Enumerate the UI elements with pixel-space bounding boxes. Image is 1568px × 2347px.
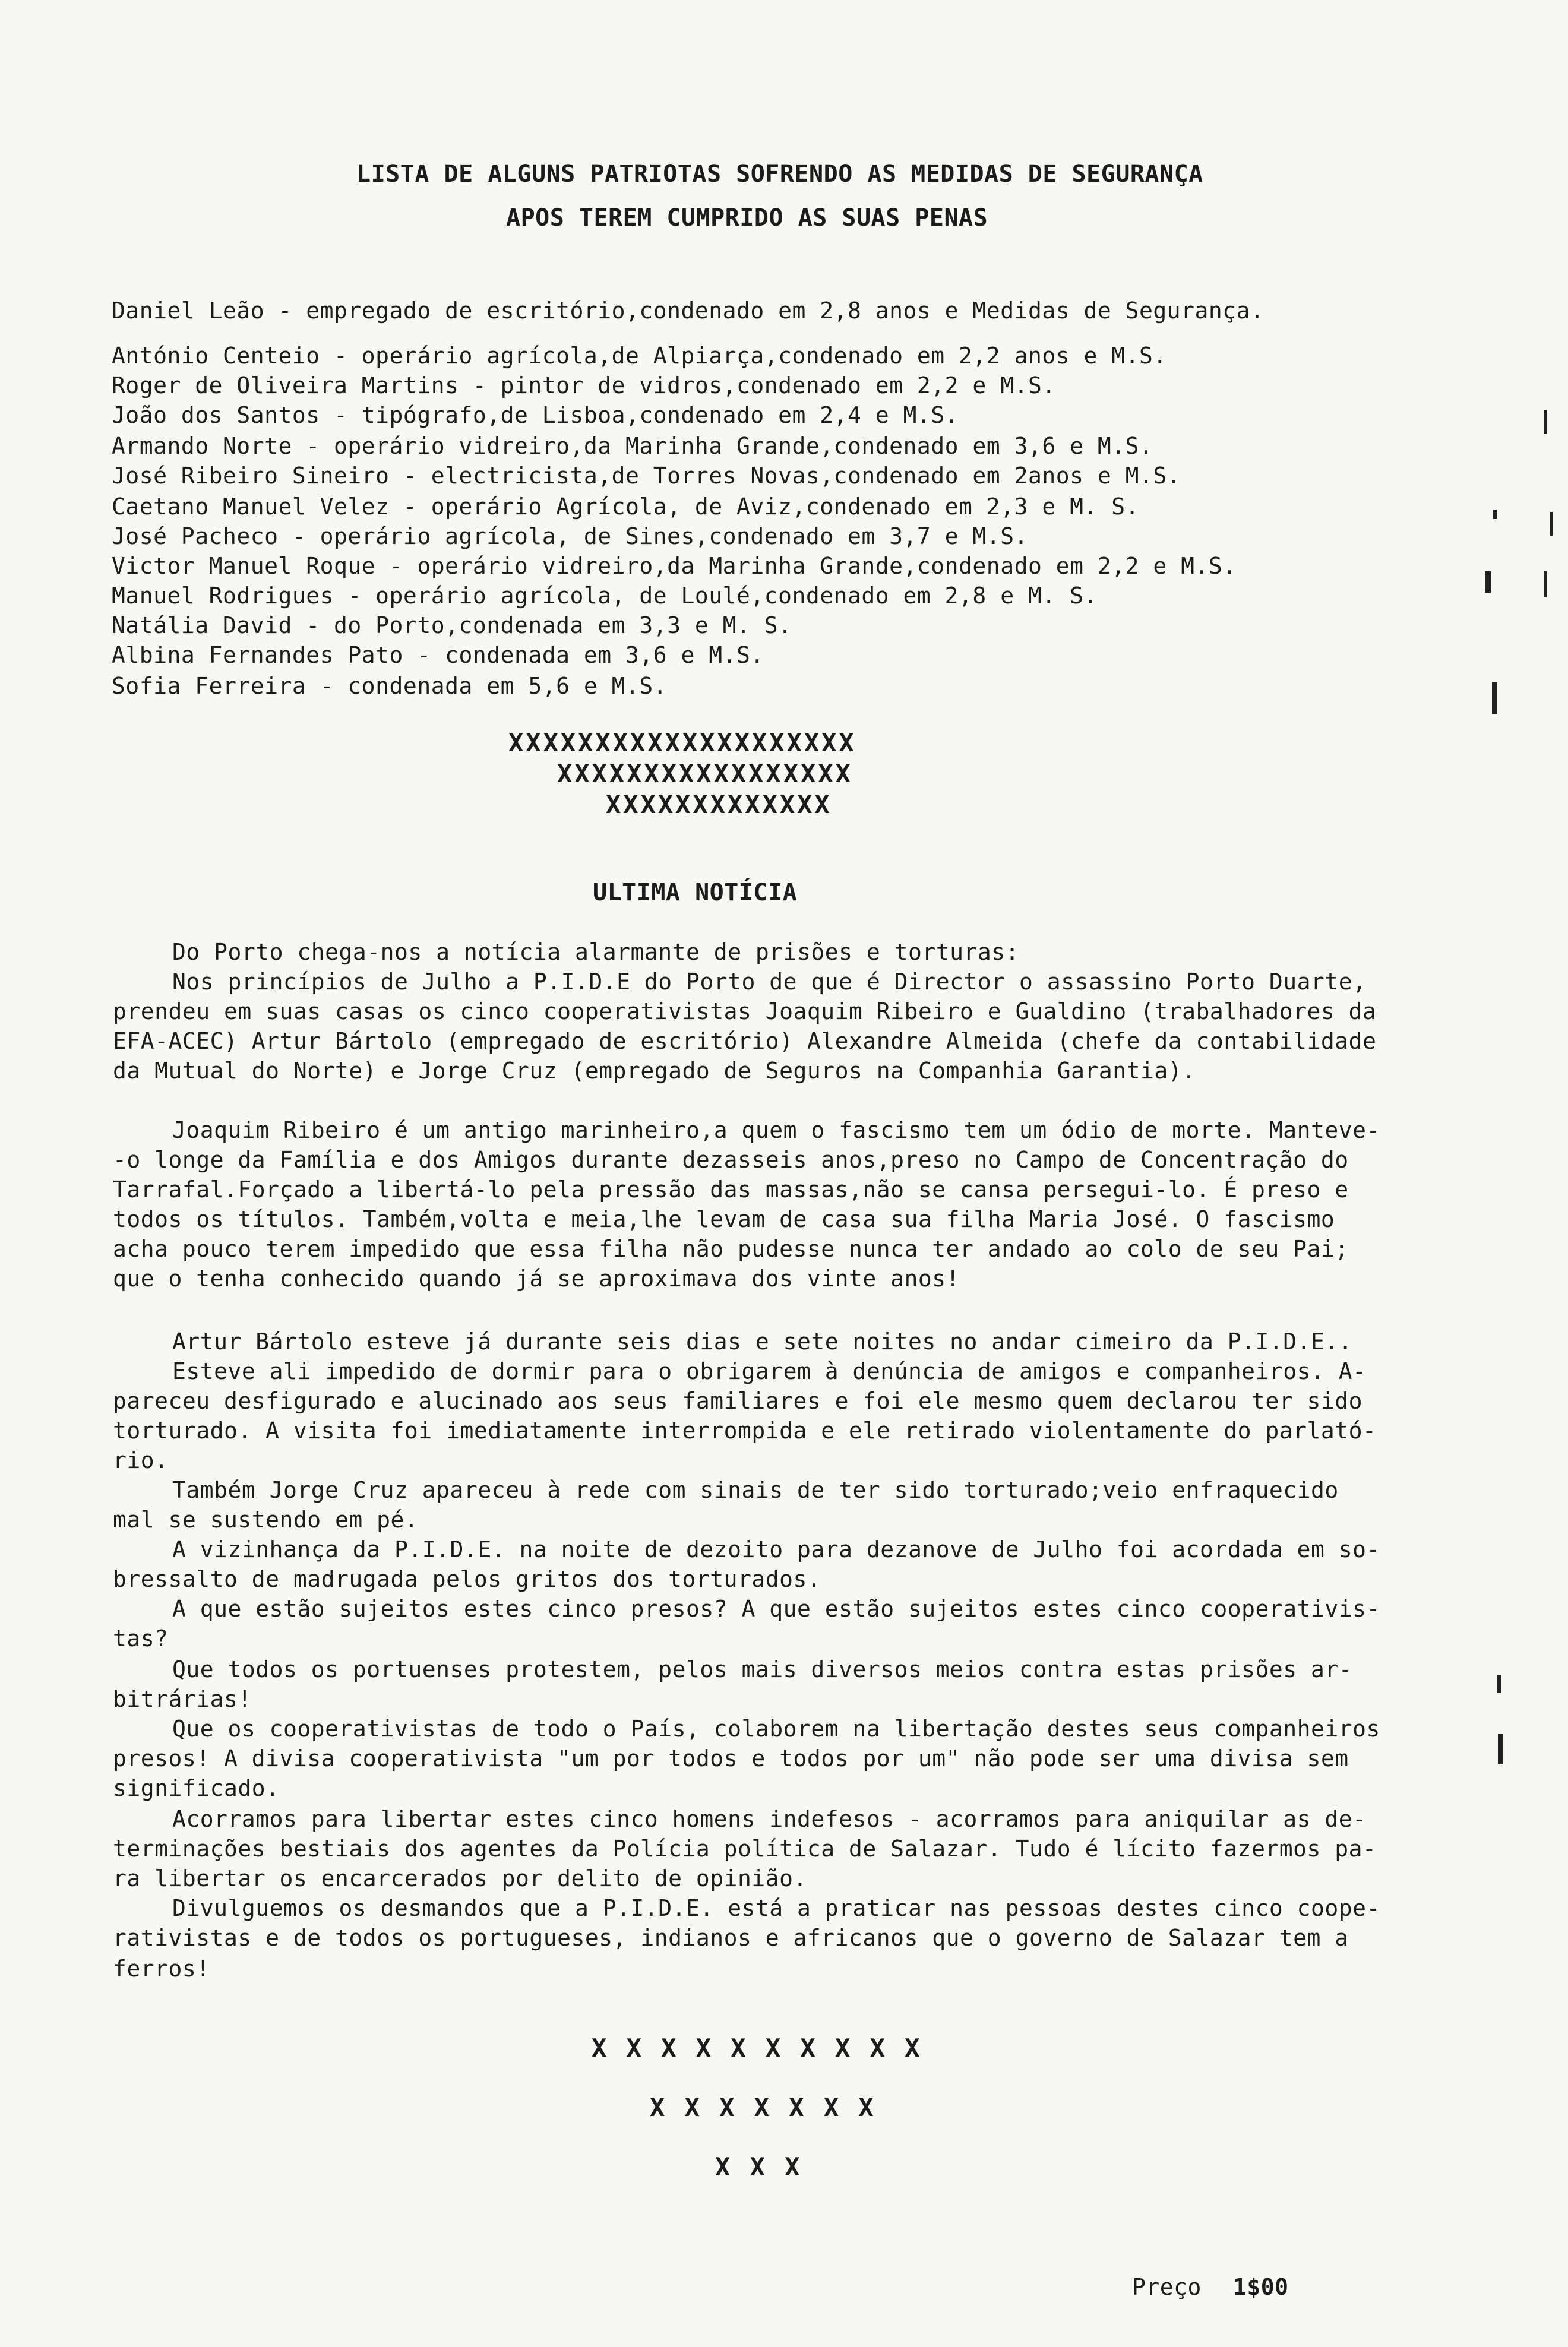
scan-artifact [1492, 682, 1497, 714]
paragraph-line: Que todos os portuenses protestem, pelos mais diversos meios contra estas prisões ar- [172, 1656, 1353, 1682]
paragraph-line: significado. [113, 1775, 280, 1801]
paragraph-line: Tarrafal.Forçado a libertá-lo pela pressão das massas,não se cansa persegui-lo. É preso e [113, 1176, 1349, 1203]
scan-artifact [1544, 571, 1547, 597]
paragraph-line: Do Porto chega-nos a notícia alarmante de prisões e torturas: [172, 939, 1020, 965]
title-line-2: APOS TEREM CUMPRIDO AS SUAS PENAS [506, 204, 988, 232]
paragraph-line: torturado. A visita foi imediatamente interrompida e ele retirado violentamente do parlató- [113, 1418, 1377, 1444]
list-item: Albina Fernandes Pato - condenada em 3,6 e M.S. [112, 642, 764, 668]
scan-artifact [1497, 1675, 1501, 1693]
price-value: 1$00 [1233, 2274, 1289, 2300]
separator-row: XXXXXXXXXXXXXXXXXXXX [508, 728, 856, 757]
scan-artifact [1498, 1734, 1503, 1764]
scan-artifact [1485, 571, 1491, 593]
list-item: João dos Santos - tipógrafo,de Lisboa,condenado em 2,4 e M.S. [112, 402, 959, 428]
paragraph-line: -o longe da Família e dos Amigos durante dezasseis anos,preso no Campo de Concentração do [113, 1147, 1349, 1173]
list-item: António Centeio - operário agrícola,de Alpiarça,condenado em 2,2 anos e M.S. [112, 343, 1167, 369]
paragraph-line: que o tenha conhecido quando já se aproximava dos vinte anos! [113, 1266, 960, 1292]
list-item: Roger de Oliveira Martins - pintor de vidros,condenado em 2,2 e M.S. [112, 372, 1056, 398]
paragraph-line: ra libertar os encarcerados por delito de opinião. [113, 1865, 807, 1891]
separator-row: X X X [715, 2152, 802, 2181]
paragraph-line: A vizinhança da P.I.D.E. na noite de dezoito para dezanove de Julho foi acordada em so- [172, 1536, 1380, 1562]
list-item: Caetano Manuel Velez - operário Agrícola, de Aviz,condenado em 2,3 e M. S. [112, 494, 1139, 520]
paragraph-line: mal se sustendo em pé. [113, 1507, 419, 1533]
paragraph-line: ferros! [113, 1956, 210, 1982]
list-item: José Pacheco - operário agrícola, de Sines,condenado em 3,7 e M.S. [112, 523, 1028, 549]
paragraph-line: todos os títulos. Também,volta e meia,lhe levam de casa sua filha Maria José. O fascismo [113, 1206, 1335, 1232]
paragraph-line: prendeu em suas casas os cinco cooperativistas Joaquim Ribeiro e Gualdino (trabalhadores da [113, 998, 1377, 1024]
paragraph-line: Que os cooperativistas de todo o País, colaborem na libertação destes seus companheiros [172, 1716, 1380, 1742]
list-item: Sofia Ferreira - condenada em 5,6 e M.S. [112, 673, 668, 699]
paragraph-line: Também Jorge Cruz apareceu à rede com sinais de ter sido torturado;veio enfraquecido [172, 1477, 1339, 1503]
list-item: Manuel Rodrigues - operário agrícola, de Loulé,condenado em 2,8 e M. S. [112, 583, 1098, 609]
separator-row: XXXXXXXXXXXXXXXXX [557, 759, 853, 788]
paragraph-line: presos! A divisa cooperativista "um por todos e todos por um" não pode ser uma divisa sem [113, 1745, 1349, 1772]
price-label: Preço [1132, 2274, 1202, 2300]
section-title: ULTIMA NOTÍCIA [593, 879, 798, 906]
paragraph-line: pareceu desfigurado e alucinado aos seus familiares e foi ele mesmo quem declarou ter sido [113, 1388, 1363, 1414]
scan-artifact [1493, 510, 1497, 519]
list-item: Armando Norte - operário vidreiro,da Marinha Grande,condenado em 3,6 e M.S. [112, 433, 1153, 459]
paragraph-line: EFA-ACEC) Artur Bártolo (empregado de escritório) Alexandre Almeida (chefe da contabilidade [113, 1028, 1377, 1054]
paragraph-line: Artur Bártolo esteve já durante seis dias e sete noites no andar cimeiro da P.I.D.E.. [172, 1329, 1353, 1355]
scan-artifact [1550, 512, 1553, 536]
list-item: Daniel Leão - empregado de escritório,condenado em 2,8 anos e Medidas de Segurança. [112, 298, 1264, 324]
paragraph-line: Nos princípios de Julho a P.I.D.E do Porto de que é Director o assassino Porto Duarte, [172, 969, 1367, 995]
paragraph-line: Acorramos para libertar estes cinco homens indefesos - acorramos para aniquilar as de- [172, 1806, 1367, 1832]
paragraph-line: tas? [113, 1625, 169, 1652]
paragraph-line: rativistas e de todos os portugueses, indianos e africanos que o governo de Salazar tem a [113, 1925, 1349, 1951]
separator-row: XXXXXXXXXXXXX [606, 790, 832, 819]
paragraph-line: Joaquim Ribeiro é um antigo marinheiro,a quem o fascismo tem um ódio de morte. Manteve- [172, 1117, 1380, 1143]
paragraph-line: Divulguemos os desmandos que a P.I.D.E. está a praticar nas pessoas destes cinco coope- [172, 1895, 1380, 1921]
paragraph-line: rio. [113, 1447, 169, 1473]
paragraph-line: terminações bestiais dos agentes da Polícia política de Salazar. Tudo é lícito fazermos pa- [113, 1836, 1377, 1862]
paragraph-line: A que estão sujeitos estes cinco presos? A que estão sujeitos estes cinco cooperativis- [172, 1596, 1380, 1622]
paragraph-line: Esteve ali impedido de dormir para o obrigarem à denúncia de amigos e companheiros. A- [172, 1358, 1367, 1384]
list-item: Victor Manuel Roque - operário vidreiro,da Marinha Grande,condenado em 2,2 e M.S. [112, 553, 1237, 579]
paragraph-line: bressalto de madrugada pelos gritos dos torturados. [113, 1566, 821, 1592]
title-line-1: LISTA DE ALGUNS PATRIOTAS SOFRENDO AS MEDIDAS DE SEGURANÇA [356, 160, 1203, 188]
paragraph-line: da Mutual do Norte) e Jorge Cruz (empregado de Seguros na Companhia Garantia). [113, 1058, 1196, 1084]
separator-row: X X X X X X X [650, 2093, 876, 2122]
paragraph-line: acha pouco terem impedido que essa filha não pudesse nunca ter andado ao colo de seu Pai; [113, 1236, 1349, 1262]
list-item: Natália David - do Porto,condenada em 3,3 e M. S. [112, 612, 792, 638]
scan-artifact [1544, 410, 1547, 434]
list-item: José Ribeiro Sineiro - electricista,de Torres Novas,condenado em 2anos e M.S. [112, 463, 1181, 489]
separator-row: X X X X X X X X X X [592, 2033, 922, 2063]
paragraph-line: bitrárias! [113, 1686, 252, 1712]
